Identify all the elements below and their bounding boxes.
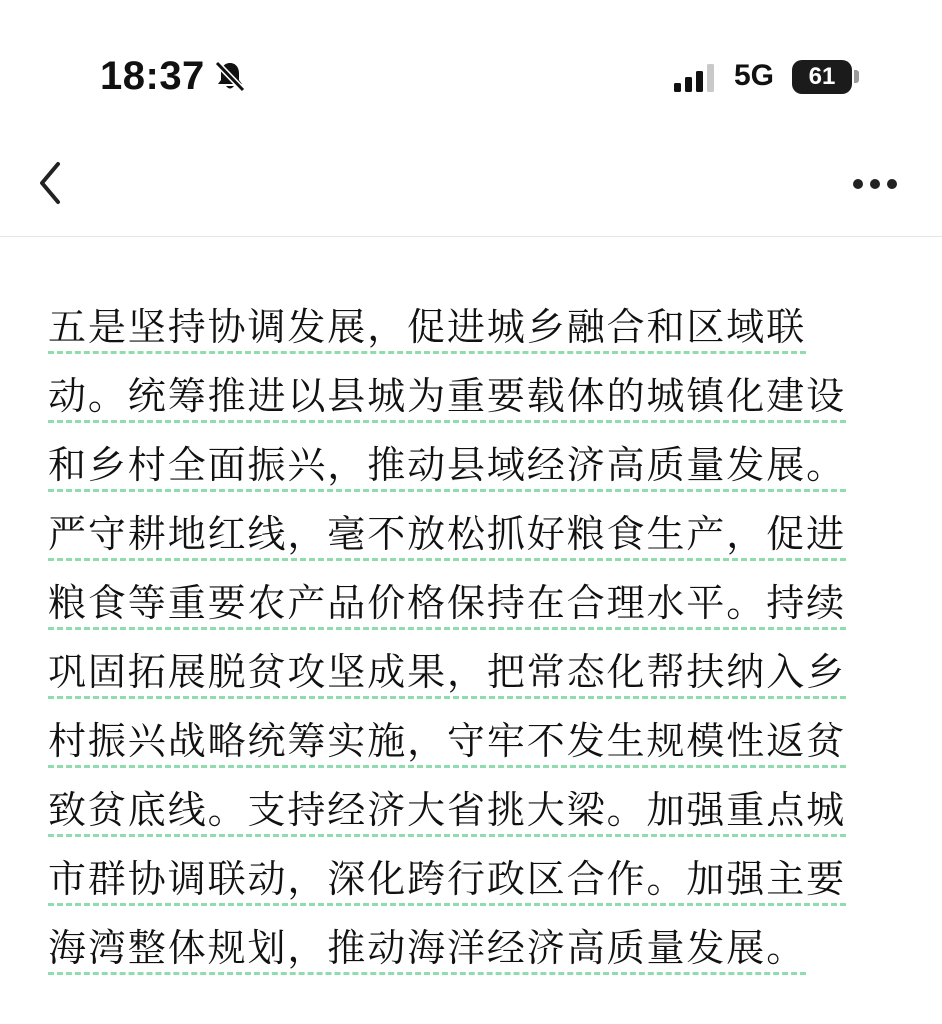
highlighted-text[interactable]: 巩固拓展脱贫攻坚成果，把常态化帮扶纳入乡	[48, 650, 846, 699]
nav-bar	[0, 130, 942, 237]
text-line	[48, 434, 896, 503]
signal-icon	[674, 64, 718, 92]
text-line	[48, 848, 896, 917]
more-options-button[interactable]	[848, 164, 902, 204]
battery-indicator: 61	[792, 60, 852, 94]
status-time: 18:37	[100, 54, 205, 98]
chevron-left-icon	[30, 158, 74, 208]
highlighted-text[interactable]: 海湾整体规划，推动海洋经济高质量发展。	[48, 926, 806, 975]
text-line	[48, 710, 896, 779]
highlighted-text[interactable]: 村振兴战略统筹实施，守牢不发生规模性返贫	[48, 719, 846, 768]
text-line	[48, 365, 896, 434]
back-button[interactable]	[30, 158, 74, 208]
bell-off-icon	[212, 58, 248, 94]
status-bar	[0, 0, 942, 120]
article-body	[48, 296, 896, 986]
highlighted-text[interactable]: 和乡村全面振兴，推动县域经济高质量发展。	[48, 443, 846, 492]
text-line	[48, 296, 896, 365]
highlighted-text[interactable]: 严守耕地红线，毫不放松抓好粮食生产，促进	[48, 512, 846, 561]
text-line	[48, 572, 896, 641]
highlighted-text[interactable]: 五是坚持协调发展，促进城乡融合和区域联	[48, 305, 806, 354]
text-line	[48, 503, 896, 572]
highlighted-text[interactable]: 动。统筹推进以县城为重要载体的城镇化建设	[48, 374, 846, 423]
more-icon	[848, 164, 902, 204]
highlighted-text[interactable]: 致贫底线。支持经济大省挑大梁。加强重点城	[48, 788, 846, 837]
text-line	[48, 917, 896, 986]
text-line	[48, 641, 896, 710]
highlighted-text[interactable]: 粮食等重要农产品价格保持在合理水平。持续	[48, 581, 846, 630]
network-type: 5G	[734, 59, 775, 92]
text-line	[48, 779, 896, 848]
battery-tip	[854, 70, 859, 83]
highlighted-text[interactable]: 市群协调联动，深化跨行政区合作。加强主要	[48, 857, 846, 906]
